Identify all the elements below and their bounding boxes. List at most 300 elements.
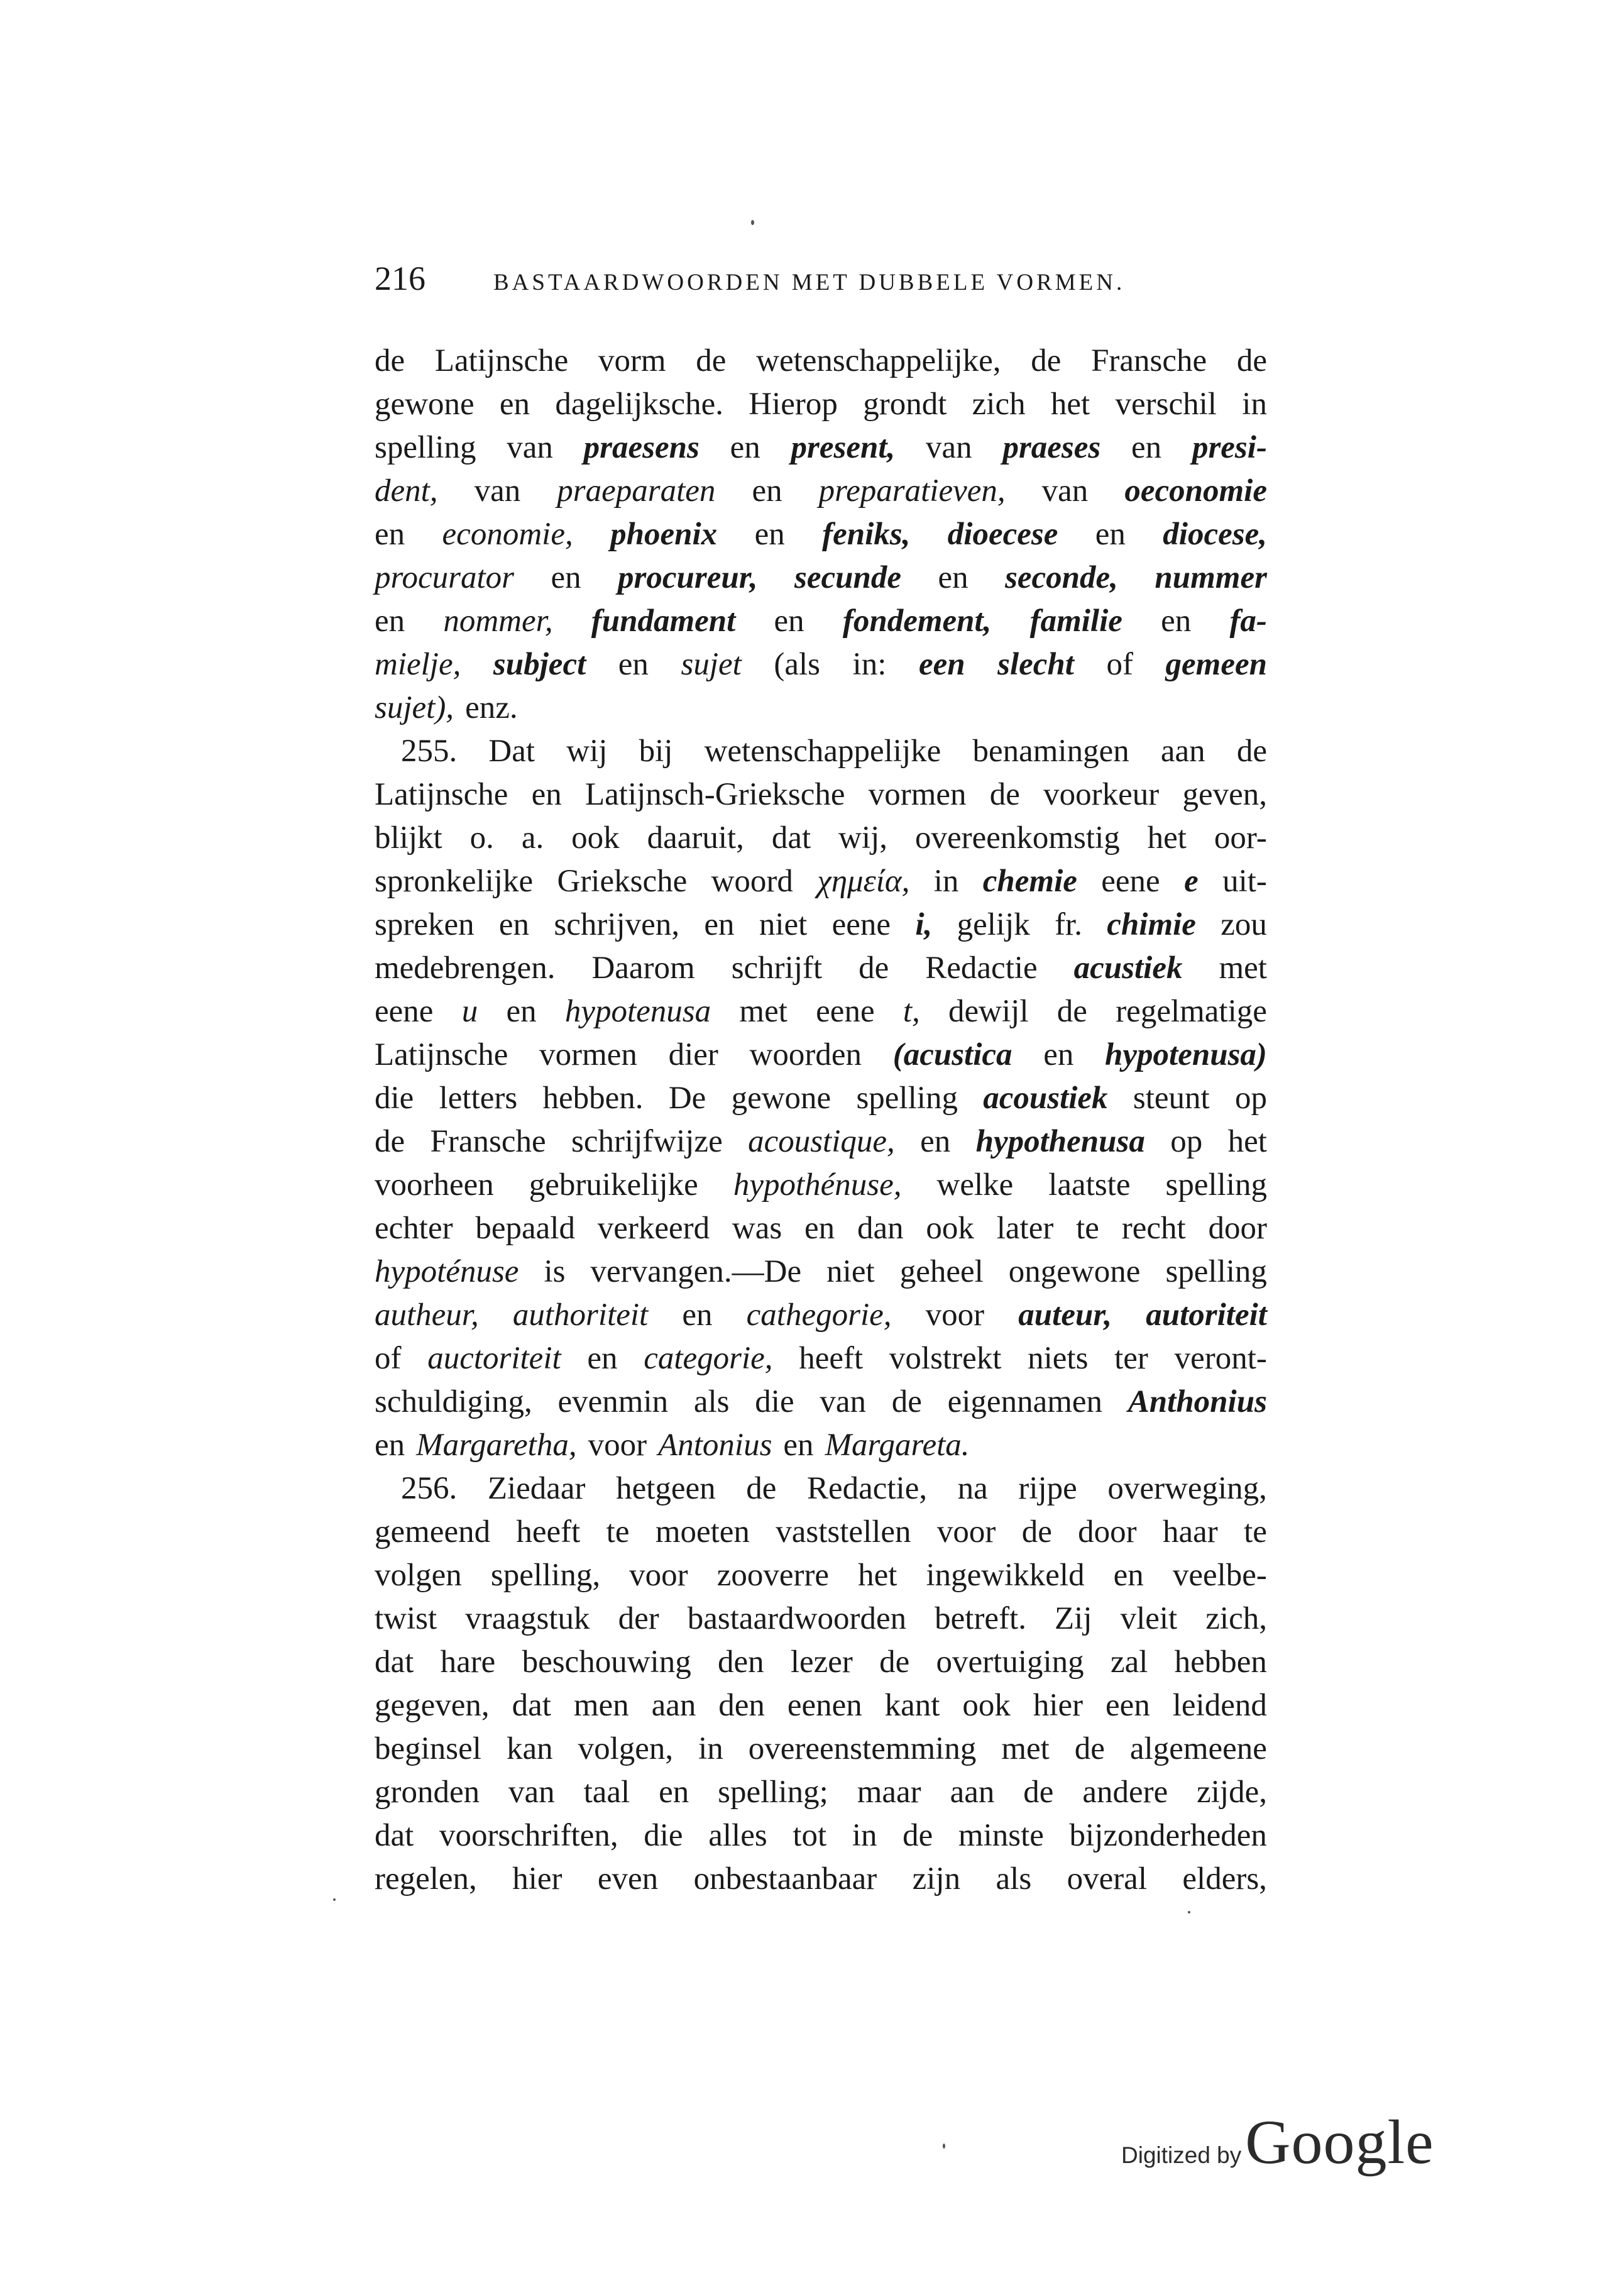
word: praesens — [583, 430, 700, 465]
word: Hierop — [749, 387, 838, 422]
word: hebben. — [542, 1081, 644, 1116]
word: niets — [1028, 1341, 1089, 1376]
word: dat — [512, 1688, 551, 1723]
word: na — [957, 1471, 988, 1506]
word: en — [730, 430, 760, 465]
word: ongewone — [1008, 1254, 1141, 1289]
word: economie, — [442, 517, 573, 552]
text-line — [375, 1554, 1267, 1597]
word: categorie, — [644, 1341, 773, 1376]
word: dan — [857, 1211, 904, 1246]
word: gewone — [731, 1081, 831, 1116]
word: geven, — [1182, 777, 1267, 812]
word: gebruikelijke — [529, 1167, 698, 1203]
page-header — [375, 259, 1273, 303]
word: hypotenusa — [564, 994, 711, 1029]
word: acoustique, — [748, 1124, 895, 1159]
word: te — [1076, 1211, 1099, 1246]
word: volgen — [375, 1558, 462, 1593]
text-line — [375, 383, 1267, 426]
word: op — [1234, 1081, 1267, 1116]
word: en — [704, 907, 735, 942]
word: auteur, — [1018, 1297, 1112, 1333]
text-line — [375, 1511, 1267, 1554]
word: die — [755, 1384, 794, 1419]
word: die — [644, 1818, 683, 1853]
word: steunt — [1133, 1081, 1210, 1116]
word: wij, — [838, 820, 888, 856]
word: schrijfwijze — [571, 1124, 723, 1159]
word: presi- — [1192, 430, 1267, 465]
word: recht — [1121, 1211, 1186, 1246]
word: geheel — [899, 1254, 984, 1289]
word: in — [933, 864, 959, 899]
scan-speck — [943, 2144, 945, 2149]
word: spelling; — [718, 1775, 828, 1810]
word: phoenix — [610, 517, 718, 552]
word: en — [783, 1428, 814, 1463]
word: Fransche — [1091, 343, 1207, 378]
word: medebrengen. — [375, 950, 556, 986]
word: taal — [583, 1775, 630, 1810]
word: spreken — [375, 907, 475, 942]
word: present, — [791, 430, 896, 465]
word: een — [1106, 1688, 1150, 1723]
text-line — [375, 1380, 1267, 1424]
word: Daarom — [591, 950, 695, 986]
word: de — [1236, 734, 1267, 769]
word: dagelijksche. — [555, 387, 723, 422]
text-line — [375, 470, 1267, 513]
word: zal — [1110, 1644, 1148, 1680]
word: de — [696, 343, 727, 378]
word: zijde, — [1197, 1775, 1267, 1810]
text-line — [375, 1771, 1267, 1814]
word: t, — [903, 994, 920, 1029]
word: procureur, — [618, 560, 758, 595]
text-line — [375, 903, 1267, 947]
word: voor — [925, 1297, 985, 1333]
word: spronkelijke — [375, 864, 534, 899]
word: secunde — [794, 560, 901, 595]
word: laatste — [1048, 1167, 1131, 1203]
word: schrijven, — [554, 907, 680, 942]
digitized-by-google — [1121, 2106, 1434, 2178]
word: dent, — [375, 473, 438, 509]
word: hypothénuse, — [733, 1167, 902, 1203]
word: volgen, — [578, 1731, 674, 1766]
word: heeft — [799, 1341, 864, 1376]
word: voorkeur — [1043, 777, 1160, 812]
word: spelling, — [490, 1558, 601, 1593]
word: tot — [793, 1818, 827, 1853]
word: Margaretha, — [416, 1428, 577, 1463]
word: hier — [512, 1861, 562, 1896]
word: de — [746, 1471, 777, 1506]
word: Latijnsche — [375, 1037, 508, 1072]
word: onbestaanbaar — [693, 1861, 877, 1896]
word: welke — [936, 1167, 1014, 1203]
word: Margareta. — [825, 1428, 970, 1463]
word: als — [996, 1861, 1032, 1896]
word: veront- — [1174, 1341, 1267, 1376]
word: ingewikkeld — [926, 1558, 1085, 1593]
word: de — [1056, 994, 1087, 1029]
word: gronden — [375, 1775, 480, 1810]
word: gewone — [375, 387, 475, 422]
word: in — [1242, 387, 1267, 422]
word: die — [375, 1081, 414, 1116]
word: rijpe — [1018, 1471, 1077, 1506]
word: vaststellen — [776, 1514, 911, 1550]
word: gemeen — [1165, 647, 1267, 682]
word: diocese, — [1163, 517, 1267, 552]
word: schuldiging, — [375, 1384, 532, 1419]
word: de — [1236, 343, 1267, 378]
word: en — [1131, 430, 1162, 465]
word: voorheen — [375, 1167, 494, 1203]
scan-speck — [333, 1898, 336, 1901]
word: woorden — [749, 1037, 862, 1072]
word: nummer — [1155, 560, 1267, 595]
word: echter — [375, 1211, 453, 1246]
word: beginsel — [375, 1731, 481, 1766]
word: de — [1023, 1775, 1054, 1810]
word: wetenschappelijke, — [756, 343, 1001, 378]
word: hebben — [1174, 1644, 1267, 1680]
word: hypoténuse — [375, 1254, 519, 1289]
word: bijzonderheden — [1069, 1818, 1267, 1853]
word: fr. — [1055, 907, 1082, 942]
word: overweging, — [1107, 1471, 1267, 1506]
google-logo: Google — [1245, 2107, 1434, 2177]
word: te — [1244, 1514, 1267, 1550]
text-line — [375, 1641, 1267, 1684]
word: de — [891, 1384, 922, 1419]
word: verschil — [1115, 387, 1217, 422]
word: en — [587, 1341, 618, 1376]
word: als — [693, 1384, 730, 1419]
word: Redactie — [925, 950, 1038, 986]
word: den — [718, 1688, 765, 1723]
word: a. — [521, 820, 544, 856]
word: zich — [972, 387, 1026, 422]
word: oor- — [1214, 820, 1267, 856]
word: feniks, — [822, 517, 911, 552]
word: chimie — [1107, 907, 1196, 942]
word: men — [573, 1688, 629, 1723]
word: eene — [816, 994, 875, 1029]
word: betreft. — [935, 1601, 1026, 1636]
text-line — [375, 643, 1267, 686]
word: alles — [708, 1818, 767, 1853]
word: eene — [375, 994, 434, 1029]
word: Latijnsche — [375, 777, 508, 812]
word: aan — [950, 1775, 995, 1810]
word: met — [1001, 1731, 1050, 1766]
word: van — [1041, 473, 1089, 509]
word: in — [852, 1818, 877, 1853]
word: regelmatige — [1116, 994, 1267, 1029]
word: bastaardwoorden — [687, 1601, 907, 1636]
word: ook — [926, 1211, 974, 1246]
word: en — [1161, 603, 1192, 639]
text-line — [375, 1684, 1267, 1727]
word: volstrekt — [889, 1341, 1002, 1376]
text-line — [375, 1033, 1267, 1077]
text-line — [375, 1120, 1267, 1164]
word: en — [375, 517, 405, 552]
word: dier — [668, 1037, 718, 1072]
word: of — [1106, 647, 1133, 682]
word: woord — [711, 864, 793, 899]
digitized-label: Digitized by — [1121, 2142, 1242, 2168]
word: eigennamen — [947, 1384, 1103, 1419]
text-line — [375, 1597, 1267, 1641]
word: mielje, — [375, 647, 461, 682]
text-line — [375, 1424, 1267, 1467]
word: cathegorie, — [746, 1297, 892, 1333]
word: spelling — [375, 430, 476, 465]
word: (acustica — [892, 1037, 1012, 1072]
word: de — [989, 777, 1020, 812]
word: Fransche — [430, 1124, 546, 1159]
word: ter — [1114, 1341, 1148, 1376]
word: subject — [493, 647, 586, 682]
word: uit- — [1222, 864, 1267, 899]
word: sujet — [681, 647, 742, 682]
word: ook — [962, 1688, 1011, 1723]
word: den — [717, 1644, 764, 1680]
word: minste — [958, 1818, 1044, 1853]
word: van — [508, 1775, 555, 1810]
word: niet — [826, 1254, 875, 1289]
word: grondt — [863, 387, 947, 422]
word: overeenkomstig — [914, 820, 1120, 856]
word: preparatieven, — [818, 473, 1006, 509]
scan-speck — [1188, 1911, 1190, 1913]
word: benamingen — [972, 734, 1129, 769]
word: zou — [1221, 907, 1267, 942]
page-number: 216 — [375, 260, 425, 297]
word: fondement, — [842, 603, 992, 639]
text-line — [375, 1077, 1267, 1120]
word: is — [544, 1254, 566, 1289]
word: seconde, — [1005, 560, 1118, 595]
word: de — [375, 1124, 405, 1159]
word: Ziedaar — [487, 1471, 586, 1506]
word: de — [1021, 1514, 1052, 1550]
word: van — [507, 430, 553, 465]
word: fundament — [591, 603, 736, 639]
word: o. — [469, 820, 494, 856]
word: op — [1170, 1124, 1203, 1159]
word: vervangen.—De — [590, 1254, 802, 1289]
text-line — [375, 1294, 1267, 1337]
word: evenmin — [557, 1384, 669, 1419]
word: van — [926, 430, 972, 465]
word: eene — [1101, 864, 1160, 899]
word: Grieksche — [557, 864, 688, 899]
text-line — [375, 513, 1267, 556]
word: maar — [857, 1775, 921, 1810]
word: autheur, — [375, 1297, 479, 1333]
word: De — [668, 1081, 706, 1116]
word: en — [498, 907, 530, 942]
word: oeconomie — [1124, 473, 1267, 509]
word: leidend — [1172, 1688, 1267, 1723]
word: dat — [375, 1818, 414, 1853]
word: chemie — [982, 864, 1077, 899]
word: niet — [759, 907, 808, 942]
word: daaruit, — [647, 820, 744, 856]
word: kant — [884, 1688, 940, 1723]
word: letters — [439, 1081, 518, 1116]
word: Dat — [488, 734, 535, 769]
word: andere — [1082, 1775, 1168, 1810]
text-line — [375, 773, 1267, 817]
word: fa- — [1229, 603, 1267, 639]
word: zijn — [912, 1861, 961, 1896]
text-line — [375, 426, 1267, 470]
word: en — [920, 1124, 951, 1159]
word: der — [618, 1601, 659, 1636]
text-line — [375, 947, 1267, 990]
word: de — [375, 343, 405, 378]
text-line — [375, 817, 1267, 860]
word: eene — [831, 907, 891, 942]
word: en — [774, 603, 804, 639]
word: beschouwing — [522, 1644, 691, 1680]
word: (als — [774, 647, 820, 682]
word: lezer — [790, 1644, 853, 1680]
word: Redactie, — [806, 1471, 928, 1506]
word: hypotenusa) — [1105, 1037, 1267, 1072]
word: voorschriften, — [439, 1818, 618, 1853]
word: en — [1043, 1037, 1074, 1072]
word: en — [1095, 517, 1126, 552]
word: voor — [629, 1558, 688, 1593]
text-line — [375, 860, 1267, 903]
word: en — [659, 1775, 689, 1810]
word: nommer, — [443, 603, 553, 639]
word: hypothenusa — [975, 1124, 1145, 1159]
word: kan — [506, 1731, 553, 1766]
text-line — [375, 730, 1267, 773]
word: gelijk — [957, 907, 1030, 942]
word: blijkt — [375, 820, 442, 856]
word: elders, — [1182, 1861, 1267, 1896]
word: regelen, — [375, 1861, 477, 1896]
word: later — [996, 1211, 1054, 1246]
word: Anthonius — [1127, 1384, 1267, 1419]
running-title: BASTAARDWOORDEN MET DUBBELE VORMEN. — [493, 270, 1126, 295]
word: haar — [1162, 1514, 1218, 1550]
word: en — [531, 777, 562, 812]
word: de — [1074, 1731, 1105, 1766]
word: aan — [1160, 734, 1205, 769]
word: auctoriteit — [427, 1341, 561, 1376]
text-line — [375, 1337, 1267, 1380]
word: en — [804, 1211, 835, 1246]
word: hier — [1033, 1688, 1084, 1723]
word: vormen — [868, 777, 967, 812]
word: acustiek — [1073, 950, 1183, 986]
word: de — [859, 950, 889, 986]
word: acoustiek — [983, 1081, 1108, 1116]
word: de — [1031, 343, 1062, 378]
word: e — [1184, 864, 1199, 899]
word: vraagstuk — [465, 1601, 590, 1636]
text-line — [375, 339, 1267, 383]
word: zooverre — [716, 1558, 830, 1593]
word: te — [606, 1514, 630, 1550]
text-line — [375, 600, 1267, 643]
word: 255. — [401, 734, 458, 769]
word: overeenstemming — [748, 1731, 977, 1766]
word: heeft — [516, 1514, 581, 1550]
word: 256. — [401, 1471, 458, 1506]
word: familie — [1029, 603, 1122, 639]
word: met — [739, 994, 787, 1029]
word: slecht — [997, 647, 1074, 682]
word: en — [506, 994, 537, 1029]
word: enz. — [465, 690, 518, 725]
word: het — [1227, 1124, 1267, 1159]
word: dioecese — [947, 517, 1058, 552]
word: overtuiging — [936, 1644, 1084, 1680]
word: authoriteit — [512, 1297, 649, 1333]
word: en — [499, 387, 530, 422]
word: en — [938, 560, 968, 595]
word: door — [1208, 1211, 1267, 1246]
word: Zij — [1055, 1601, 1092, 1636]
word: de — [903, 1818, 933, 1853]
word: veelbe- — [1172, 1558, 1267, 1593]
word: ook — [571, 820, 620, 856]
word: de — [879, 1644, 910, 1680]
word: overal — [1067, 1861, 1147, 1896]
word: Latijnsche — [434, 343, 569, 378]
word: dat — [771, 820, 811, 856]
word: algemeene — [1129, 1731, 1267, 1766]
word: eenen — [787, 1688, 862, 1723]
word: dat — [375, 1644, 414, 1680]
word: was — [732, 1211, 782, 1246]
word: en — [1113, 1558, 1144, 1593]
word: voor — [588, 1428, 647, 1463]
word: en — [682, 1297, 713, 1333]
word: Antonius — [658, 1428, 772, 1463]
word: vleit — [1120, 1601, 1178, 1636]
word: u — [461, 994, 478, 1029]
word: procurator — [375, 560, 514, 595]
word: en — [375, 1428, 405, 1463]
word: en — [618, 647, 649, 682]
word: in — [698, 1731, 723, 1766]
word: χημεία, — [817, 864, 910, 899]
word: praeses — [1002, 430, 1101, 465]
word: van — [474, 473, 521, 509]
word: vorm — [598, 343, 666, 378]
word: vormen — [539, 1037, 637, 1072]
word: autoriteit — [1146, 1297, 1267, 1333]
word: en — [375, 603, 405, 639]
scan-speck — [751, 220, 754, 225]
text-line — [375, 1207, 1267, 1250]
word: spelling — [1165, 1167, 1267, 1203]
word: dewijl — [948, 994, 1029, 1029]
